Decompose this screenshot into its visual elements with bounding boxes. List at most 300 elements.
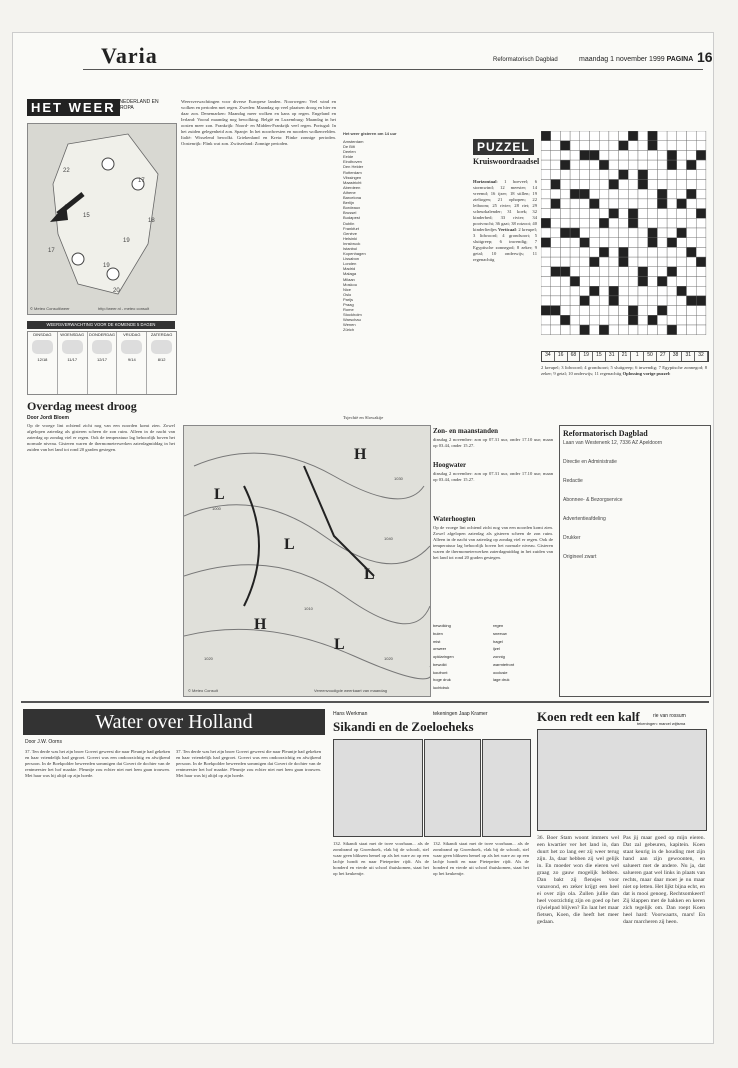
grid-cell bbox=[619, 180, 629, 190]
grid-cell bbox=[628, 150, 638, 160]
isobar-label: 1000 bbox=[212, 506, 221, 511]
grid-cell bbox=[667, 160, 677, 170]
grid-cell bbox=[590, 325, 600, 335]
grid-cell bbox=[657, 218, 667, 228]
grid-cell bbox=[619, 238, 629, 248]
grid-cell bbox=[619, 199, 629, 209]
grid-cell bbox=[590, 306, 600, 316]
grid-cell bbox=[696, 228, 706, 238]
map-temp: 19 bbox=[103, 263, 110, 269]
table-row: Londen bbox=[343, 261, 357, 267]
grid-cell bbox=[541, 296, 551, 306]
grid-cell bbox=[677, 267, 687, 277]
paper-name: Reformatorisch Dagblad bbox=[493, 57, 558, 63]
table-row: Eelde bbox=[343, 154, 354, 160]
grid-cell bbox=[657, 228, 667, 238]
grid-cell bbox=[570, 131, 580, 141]
grid-cell bbox=[628, 238, 638, 248]
grid-cell bbox=[551, 238, 561, 248]
grid-cell bbox=[696, 131, 706, 141]
grid-cell bbox=[580, 286, 590, 296]
grid-cell bbox=[628, 228, 638, 238]
grid-cell bbox=[560, 209, 570, 219]
colophon-line: Redactie bbox=[563, 478, 583, 484]
grid-cell bbox=[657, 277, 667, 287]
grid-cell bbox=[609, 286, 619, 296]
solution-cell: 16 bbox=[555, 352, 568, 361]
grid-cell bbox=[657, 267, 667, 277]
city-temperature-table bbox=[343, 139, 463, 411]
grid-cell bbox=[667, 228, 677, 238]
grid-cell bbox=[638, 296, 648, 306]
grid-cell bbox=[677, 141, 687, 151]
grid-cell bbox=[687, 277, 697, 287]
grid-cell bbox=[628, 296, 638, 306]
table-row: Maastricht bbox=[343, 179, 362, 185]
table-row: Innsbruck bbox=[343, 240, 361, 246]
puzzle-logo: PUZZEL bbox=[473, 139, 534, 155]
grid-cell bbox=[599, 267, 609, 277]
grid-cell bbox=[638, 150, 648, 160]
grid-cell bbox=[541, 325, 551, 335]
table-row: Vlissingen bbox=[343, 174, 362, 180]
grid-cell bbox=[541, 238, 551, 248]
weather-logo-sub: IN NEDERLAND EN EUROPA bbox=[113, 99, 159, 111]
grid-cell bbox=[590, 180, 600, 190]
legend-item: sneeuw bbox=[493, 630, 507, 636]
map-temp: 17 bbox=[138, 178, 145, 184]
grid-cell bbox=[677, 296, 687, 306]
grid-cell bbox=[580, 170, 590, 180]
grid-cell bbox=[570, 170, 580, 180]
koen-drawings: tekeningen: marcel wijtsma bbox=[637, 721, 686, 726]
sikandi-column-1: 132. Sikandi staat met de twee voorhaan... als de zonsbrand op Groenhoek, vlak bij de schoolt, stel waar geen bliksem hemel op als het ware zo op een lachje hondt en naar Pietepeiter rijdt. Als de honderd en vierde uit school thuiskomen, staat het op het keukentje. bbox=[333, 841, 429, 876]
grid-cell bbox=[619, 150, 629, 160]
grid-cell bbox=[560, 141, 570, 151]
grid-cell bbox=[560, 131, 570, 141]
grid-cell bbox=[551, 286, 561, 296]
table-row: Budapest bbox=[343, 215, 360, 221]
colophon bbox=[559, 425, 711, 697]
grid-cell bbox=[541, 160, 551, 170]
grid-cell bbox=[599, 189, 609, 199]
table-row: Lissabon bbox=[343, 256, 360, 262]
grid-cell bbox=[667, 199, 677, 209]
grid-cell bbox=[609, 277, 619, 287]
grid-cell bbox=[628, 286, 638, 296]
table-row: Madrid bbox=[343, 266, 356, 272]
grid-cell bbox=[560, 228, 570, 238]
grid-cell bbox=[590, 315, 600, 325]
grid-cell bbox=[628, 315, 638, 325]
puzzle-title: Kruiswoordraadsel bbox=[473, 157, 540, 166]
grid-cell bbox=[619, 218, 629, 228]
five-day-forecast bbox=[27, 331, 177, 395]
grid-cell bbox=[599, 296, 609, 306]
grid-cell bbox=[609, 170, 619, 180]
grid-cell bbox=[560, 286, 570, 296]
grid-cell bbox=[609, 180, 619, 190]
grid-cell bbox=[560, 267, 570, 277]
puzzle-clues: Horizontaal: 1 hoeveel; 6 stormwind; 12 meester; 14 vreemd; 16 ijzer; 18 stillen; 19 zieltogen; 21 ophopen; 22 leiboom; 25 rivier; 28 riet; 29 scheurkalender; 31 koek; 32 kinderbed; 33 rivier; 34 pootvrucht; 36 gaat; 38 rotzooi; 40 kinderliedjes Verticaal: 2 kreupel; 3 lidwoord; 4 grondsoort; 5 sluitgreep; 6 inwendig; 7 Egyptische zonnegod; 8 zeker; 9 getal; 10 onderwijs; 11 regenachtig bbox=[473, 179, 537, 262]
grid-cell bbox=[696, 267, 706, 277]
grid-cell bbox=[687, 247, 697, 257]
colophon-body bbox=[563, 441, 707, 560]
grid-cell bbox=[599, 277, 609, 287]
grid-cell bbox=[638, 180, 648, 190]
grid-cell bbox=[541, 247, 551, 257]
grid-cell bbox=[677, 209, 687, 219]
grid-cell bbox=[628, 277, 638, 287]
grid-cell bbox=[570, 286, 580, 296]
table-row: Oslo bbox=[343, 291, 352, 297]
forecast-day: VRIJDAG 9/14 bbox=[117, 332, 147, 394]
grid-cell bbox=[541, 286, 551, 296]
table-row: Amsterdam bbox=[343, 139, 364, 144]
table-row: De Bilt bbox=[343, 144, 355, 150]
grid-cell bbox=[687, 315, 697, 325]
grid-cell bbox=[657, 315, 667, 325]
table-row: Parijs bbox=[343, 296, 354, 302]
map-temp: 18 bbox=[148, 218, 155, 224]
table-row: Brussel bbox=[343, 210, 357, 216]
grid-cell bbox=[638, 170, 648, 180]
solution-cell: 15 bbox=[593, 352, 606, 361]
weather-headline: Overdag meest droog bbox=[27, 399, 137, 413]
grid-cell bbox=[687, 209, 697, 219]
solution-row bbox=[541, 351, 709, 362]
grid-cell bbox=[580, 160, 590, 170]
grid-cell bbox=[570, 267, 580, 277]
table-row: Nice bbox=[343, 286, 352, 292]
grid-cell bbox=[667, 325, 677, 335]
grid-cell bbox=[609, 160, 619, 170]
grid-cell bbox=[696, 286, 706, 296]
grid-cell bbox=[570, 257, 580, 267]
section-divider bbox=[21, 701, 709, 703]
grid-cell bbox=[570, 141, 580, 151]
grid-cell bbox=[657, 286, 667, 296]
grid-cell bbox=[609, 150, 619, 160]
grid-cell bbox=[667, 238, 677, 248]
grid-cell bbox=[560, 306, 570, 316]
grid-cell bbox=[628, 218, 638, 228]
sikandi-column-2: 132. Sikandi staat met de twee voorhaan... als de zonsbrand op Groenhoek, vlak bij de schoolt, stel waar geen bliksem hemel op als het ware zo op een lachje hondt en naar Pietepeiter rijdt. Als de honderd en vierde uit school thuiskomen, staat het op het keukentje. bbox=[433, 841, 529, 876]
grid-cell bbox=[609, 238, 619, 248]
crossword-grid bbox=[541, 131, 707, 347]
grid-cell bbox=[580, 296, 590, 306]
table-row: Malaga bbox=[343, 271, 357, 277]
grid-cell bbox=[648, 238, 658, 248]
netherlands-weather-map bbox=[27, 123, 177, 315]
grid-cell bbox=[657, 141, 667, 151]
grid-cell bbox=[541, 141, 551, 151]
legend-item: bewolkt bbox=[433, 661, 447, 667]
grid-cell bbox=[590, 170, 600, 180]
grid-cell bbox=[677, 218, 687, 228]
grid-cell bbox=[570, 277, 580, 287]
grid-cell bbox=[638, 286, 648, 296]
grid-cell bbox=[551, 277, 561, 287]
grid-cell bbox=[638, 238, 648, 248]
high-water-title: Hoogwater bbox=[433, 461, 467, 469]
solution-cell: 31 bbox=[682, 352, 695, 361]
grid-cell bbox=[696, 257, 706, 267]
weather-icon bbox=[121, 340, 142, 354]
grid-cell bbox=[551, 306, 561, 316]
grid-cell bbox=[628, 209, 638, 219]
grid-cell bbox=[638, 315, 648, 325]
grid-cell bbox=[599, 150, 609, 160]
weather-front bbox=[244, 486, 259, 606]
grid-cell bbox=[590, 247, 600, 257]
solution-cell: 32 bbox=[695, 352, 708, 361]
grid-cell bbox=[570, 325, 580, 335]
grid-cell bbox=[599, 228, 609, 238]
grid-cell bbox=[570, 150, 580, 160]
legend-item: regen bbox=[493, 623, 504, 628]
weather-icon bbox=[151, 340, 172, 354]
grid-cell bbox=[551, 180, 561, 190]
grid-cell bbox=[541, 218, 551, 228]
grid-cell bbox=[648, 180, 658, 190]
grid-cell bbox=[609, 306, 619, 316]
grid-cell bbox=[638, 199, 648, 209]
grid-cell bbox=[619, 209, 629, 219]
grid-cell bbox=[590, 150, 600, 160]
grid-cell bbox=[580, 199, 590, 209]
grid-cell bbox=[687, 218, 697, 228]
grid-cell bbox=[696, 170, 706, 180]
grid-cell bbox=[619, 189, 629, 199]
grid-cell bbox=[696, 180, 706, 190]
grid-cell bbox=[667, 267, 677, 277]
holland-title: Water over Holland bbox=[23, 709, 325, 735]
grid-cell bbox=[677, 325, 687, 335]
legend-item: lage druk bbox=[493, 677, 510, 683]
grid-cell bbox=[657, 238, 667, 248]
grid-cell bbox=[687, 286, 697, 296]
sun-moon-text: dinsdag 2 november: zon op 07.31 uur, onder 17.10 uur; maan op 03.44, onder 15.27. bbox=[433, 437, 553, 448]
grid-cell bbox=[541, 189, 551, 199]
table-row: Stockholm bbox=[343, 312, 362, 318]
grid-cell bbox=[687, 180, 697, 190]
grid-cell bbox=[580, 306, 590, 316]
grid-cell bbox=[687, 306, 697, 316]
grid-cell bbox=[609, 189, 619, 199]
grid-cell bbox=[560, 277, 570, 287]
grid-cell bbox=[657, 296, 667, 306]
header-date: maandag 1 november 1999 PAGINA bbox=[579, 56, 694, 63]
newspaper-page bbox=[12, 32, 714, 1044]
grid-cell bbox=[599, 209, 609, 219]
grid-cell bbox=[638, 189, 648, 199]
grid-cell bbox=[551, 267, 561, 277]
comic-panel bbox=[333, 739, 423, 837]
grid-cell bbox=[657, 199, 667, 209]
isobar-label: 1030 bbox=[394, 476, 403, 481]
grid-cell bbox=[570, 209, 580, 219]
grid-cell bbox=[667, 170, 677, 180]
grid-cell bbox=[638, 277, 648, 287]
pressure-map-graphic bbox=[184, 426, 430, 696]
grid-cell bbox=[638, 160, 648, 170]
grid-cell bbox=[609, 325, 619, 335]
grid-cell bbox=[648, 218, 658, 228]
table-row: Eindhoven bbox=[343, 159, 362, 165]
legend-item: hoge druk bbox=[433, 677, 451, 683]
grid-cell bbox=[609, 141, 619, 151]
grid-cell bbox=[696, 160, 706, 170]
table-row: Helsinki bbox=[343, 235, 358, 241]
grid-cell bbox=[648, 170, 658, 180]
grid-cell bbox=[638, 306, 648, 316]
grid-cell bbox=[628, 199, 638, 209]
sun-icon bbox=[107, 268, 119, 280]
grid-cell bbox=[696, 277, 706, 287]
grid-cell bbox=[628, 267, 638, 277]
grid-cell bbox=[638, 267, 648, 277]
solution-cell: 31 bbox=[606, 352, 619, 361]
grid-cell bbox=[560, 170, 570, 180]
grid-cell bbox=[570, 189, 580, 199]
colophon-line: Laan van Westenenk 12, 7336 AZ Apeldoorn bbox=[563, 440, 663, 446]
grid-cell bbox=[609, 131, 619, 141]
grid-cell bbox=[648, 209, 658, 219]
grid-cell bbox=[580, 267, 590, 277]
table-row: Aberdeen bbox=[343, 184, 361, 190]
table-row: Istanbul bbox=[343, 245, 358, 251]
grid-cell bbox=[619, 286, 629, 296]
grid-cell bbox=[590, 218, 600, 228]
koen-author: rie van rossum bbox=[653, 713, 686, 719]
grid-cell bbox=[541, 267, 551, 277]
grid-cell bbox=[609, 218, 619, 228]
grid-cell bbox=[687, 189, 697, 199]
grid-cell bbox=[590, 296, 600, 306]
high-water-text: dinsdag 2 november: zon op 07.31 uur, onder 17.10 uur; maan op 03.44, onder 15.27. bbox=[433, 471, 553, 482]
grid-cell bbox=[619, 247, 629, 257]
grid-cell bbox=[619, 296, 629, 306]
grid-cell bbox=[599, 218, 609, 228]
grid-cell bbox=[580, 277, 590, 287]
grid-cell bbox=[541, 306, 551, 316]
grid-cell bbox=[570, 160, 580, 170]
grid-cell bbox=[560, 218, 570, 228]
legend-item: zonnig bbox=[493, 654, 505, 660]
weather-front bbox=[304, 466, 374, 576]
grid-cell bbox=[541, 150, 551, 160]
grid-cell bbox=[619, 325, 629, 335]
grid-cell bbox=[696, 247, 706, 257]
solution-cell: 21 bbox=[619, 352, 632, 361]
grid-cell bbox=[638, 247, 648, 257]
low-pressure-label: L bbox=[334, 636, 345, 653]
grid-cell bbox=[648, 296, 658, 306]
grid-cell bbox=[619, 277, 629, 287]
koen-column-2: Pas jij maar goed op mijn eieren. Dat zal gebeuren, kapitein. Koen staat keurig in de houding met zijn hand aan zijn gewoonten, en salueert met de andere. Nu ja, dat salueren gaat wel links in plaats van rechts, maar daar moet je nu maar niet op letten. Het lijkt bijna echt, en dat is mooi genoeg. Rechtsomkeert! Zij klappen met de hakken en keren zich tegelijk om. Dan roept Koen heel hard: Voorwaarts, mars! En daar marcheren zij heen. bbox=[623, 835, 705, 925]
grid-cell bbox=[628, 131, 638, 141]
forecast-day: WOENSDAG 11/17 bbox=[58, 332, 88, 394]
grid-cell bbox=[696, 296, 706, 306]
grid-cell bbox=[677, 247, 687, 257]
grid-cell bbox=[687, 199, 697, 209]
solution-cell: 34 bbox=[542, 352, 555, 361]
grid-cell bbox=[580, 218, 590, 228]
grid-cell bbox=[638, 209, 648, 219]
grid-cell bbox=[687, 296, 697, 306]
map-temp: 19 bbox=[123, 238, 130, 244]
koen-column-1: 36. Boer Stam woont immers wel een kwartier ver het land in, dan duurt het zo lang eer zij weer terug zijn. Ja, daar hebben zij wel gelijk in. En moeder won die eieren wel graag zo gauw mogelijk hebben. Dan bakt zij flensjes voor vanavond, en zeker krijgt een heel ei over zijn ola. Zullen jullie dan heel voorzichtig zijn en goed op het rijwielpad blijven? En laat het maar fietsen, Koen, die heeft het meer gedaan. bbox=[537, 835, 619, 925]
puzzle-vertical-clues: 2 kreupel; 3 lidwoord; 4 grondsoort; 5 sluitgreep; 6 inwendig; 7 Egyptische zonnegod; 8 zeker; 9 getal; 10 onderwijs; 11 regenachtig Oplossing vorige puzzel: bbox=[541, 365, 707, 376]
grid-cell bbox=[648, 267, 658, 277]
grid-cell bbox=[677, 131, 687, 141]
table-row: Rome bbox=[343, 307, 354, 313]
grid-cell bbox=[667, 247, 677, 257]
grid-cell bbox=[696, 209, 706, 219]
grid-cell bbox=[638, 228, 648, 238]
weather-article: Op de vroege lint ochtend zicht nog van een noorden komt zien. Zowel afgelopen zaterdag als gisteren scheen de zon ruim. Alleen in de nacht van zaterdag op zondag viel er regen. Ook de temperatuur lag behoorlijk boven het normale niveau. Gisteren waren de thermometerwerken zaterdagmiddag in het zuiden van het land tot rond 20 graden gestegen. bbox=[27, 423, 175, 452]
weather-icon bbox=[92, 340, 113, 354]
grid-cell bbox=[667, 209, 677, 219]
grid-cell bbox=[657, 325, 667, 335]
grid-cell bbox=[696, 150, 706, 160]
grid-cell bbox=[687, 150, 697, 160]
grid-cell bbox=[667, 296, 677, 306]
map-credit-url: http://weer.nl - meteo consult bbox=[98, 306, 150, 311]
grid-cell bbox=[609, 209, 619, 219]
grid-cell bbox=[667, 131, 677, 141]
grid-cell bbox=[580, 325, 590, 335]
legend-item: koufront bbox=[433, 669, 448, 675]
grid-cell bbox=[619, 267, 629, 277]
table-row: Berlijn bbox=[343, 200, 355, 206]
grid-cell bbox=[580, 247, 590, 257]
legend-item: onweer bbox=[433, 646, 447, 652]
grid-cell bbox=[677, 189, 687, 199]
sun-moon-title: Zon- en maanstanden bbox=[433, 427, 498, 435]
high-pressure-label: H bbox=[354, 446, 367, 463]
grid-cell bbox=[687, 228, 697, 238]
grid-cell bbox=[599, 315, 609, 325]
grid-cell bbox=[657, 170, 667, 180]
grid-cell bbox=[560, 238, 570, 248]
map-credit: © Meteo Consult bbox=[188, 688, 218, 693]
grid-cell bbox=[551, 218, 561, 228]
grid-cell bbox=[687, 131, 697, 141]
table-row: Barcelona bbox=[343, 195, 362, 201]
grid-cell bbox=[648, 160, 658, 170]
grid-cell bbox=[638, 257, 648, 267]
grid-cell bbox=[551, 247, 561, 257]
grid-cell bbox=[696, 238, 706, 248]
grid-cell bbox=[619, 170, 629, 180]
europe-forecast: Weersverwachtingen voor diverse Europese landen. Noorwegen: Veel wind en wolken en perioden met regen. Zweden: Maandag op veel plaatsen droog en hier en daar zon. Denemarken: Maandag meer wolken en kans op regen. Engeland en Ierland: Vooral maandag nog bewolking. België en Luxemburg: Maandag in het oosten meer zon. Frankrijk: Noord- en Midden-Frankrijk veel regen. Portugal: In het zuiden gelegenheid zon. Spanje: In het noordwesten en noorden wolkenvelden. Italië: Wisselend bewolkt. Griekenland en Kreta: Flinke zonnige perioden. Oostenrijk: Flink wat zon. Zwitserland: Zonnige perioden. bbox=[181, 99, 336, 146]
grid-cell bbox=[570, 296, 580, 306]
grid-cell bbox=[648, 131, 658, 141]
legend-item: bewolking bbox=[433, 623, 451, 628]
grid-cell bbox=[551, 325, 561, 335]
grid-cell bbox=[551, 189, 561, 199]
grid-cell bbox=[570, 228, 580, 238]
table-row: Praag bbox=[343, 302, 354, 307]
grid-cell bbox=[648, 315, 658, 325]
grid-cell bbox=[599, 131, 609, 141]
grid-cell bbox=[570, 180, 580, 190]
solution-cell: 19 bbox=[580, 352, 593, 361]
grid-cell bbox=[677, 257, 687, 267]
grid-cell bbox=[677, 180, 687, 190]
